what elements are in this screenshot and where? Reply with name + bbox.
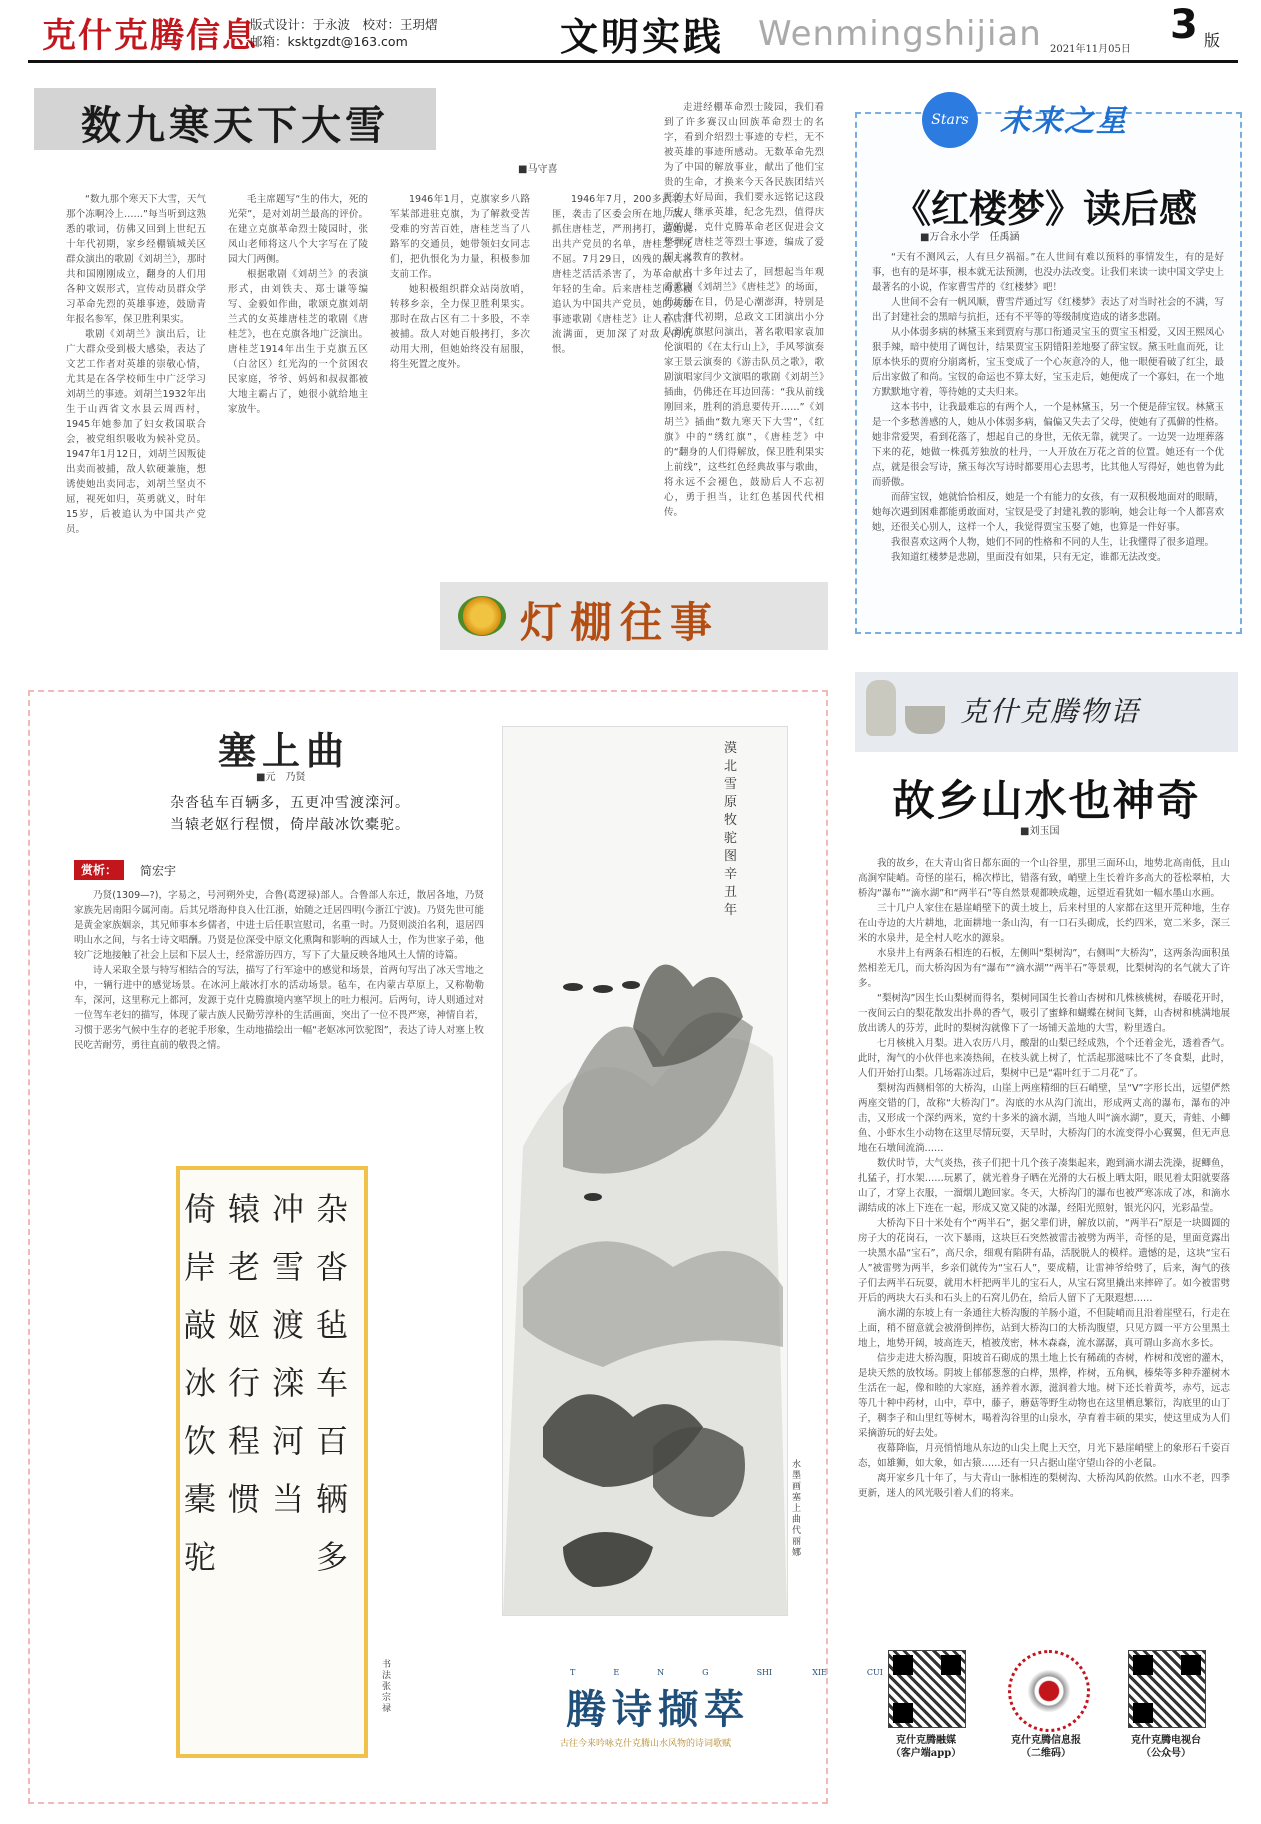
review-headline: 《红楼梦》读后感 [892,186,1197,231]
review-body [872,250,1224,620]
hometown-paragraph: 数伏时节，大气炎热，孩子们把十几个孩子凑集起来，跑到滴水湖去洗澡，捉鲫鱼，扎猛子，打水架……玩累了，就光着身子晒在光滑的大石板上晒太阳，眼见着太阳就要落山了，才穿上衣服，一溜烟儿跑回家。冬天，大桥沟门的瀑布也被严寒冻成了冰，和滴水湖结成的冰上下连在一起，形成又宽又陡的冰瀑，经阳光照射，银光闪闪，光彩晶莹。 [858,1158,1230,1214]
tsx-pinyin-part: SHI [756,1668,773,1677]
poem-line: 杂沓毡车百辆多，五更冲雪渡滦河。 [170,795,410,811]
calligraphy-credit: 书法 张宗禄 [382,1660,401,1714]
article-paragraph: “数九那个寒天下大雪，天气那个冻啊冷上……”每当听到这熟悉的歌词，仿佛又回到上世纪五十年代初期，家乡经棚镇城关区群众演出的歌剧《刘胡兰》，那时共和国刚刚成立，翻身的人们用各种文娱形式，宣传动员群众学习革命先烈的英雄事迹，鼓励青年报名参军，保卫胜利果实。 [66,194,206,325]
qr-caption [1106,1734,1226,1760]
qr-caption [986,1734,1106,1760]
poem-author: ■元 乃贤 [256,772,306,783]
lantern-banner-title: 灯棚往事 [520,598,721,647]
article-column-2 [228,192,368,647]
article-paragraph: 歌剧《刘胡兰》演出后，让广大群众受到极大感染，表达了文艺工作者对英雄的崇敬心情，尤其是在各学校师生中广泛学习刘胡兰的事迹。刘胡兰1932年出生于山西省文水县云周西村，1945年她参加了妇女救国联合会，被党组织吸收为候补党员。1947年1月12日，刘胡兰因叛徒出卖而被捕，敌人软硬兼施，想诱使她出卖同志，刘胡兰坚贞不屈，视死如归，英勇就义，时年15岁，后被追认为中国共产党员。 [66,329,206,535]
hometown-paragraph: 我的故乡，在大青山省日都东面的一个山谷里，那里三面环山，地势北高南低，且山高涧窄陡峭。奇怪的崖石，棉次栉比，错落有致，峭壁上生长着许多高大的苍松翠柏，大桥沟“瀑布”“滴水湖”和“两半石”等自然景观都映成趣，远望近看犹如一幅水墨山水画。 [858,858,1230,899]
article-byline: ■马守喜 [518,164,558,175]
calligraphy-column: 辕老妪行程惯 [227,1190,260,1518]
qr-caption-name: 克什克腾信息报 [1011,1735,1081,1746]
email-credit: 邮箱：ksktgzdt@163.com [250,34,408,49]
article-headline: 数九寒天下大雪 [81,102,389,149]
credits-block [250,16,438,50]
poem-title: 塞上曲 [218,728,351,773]
article-paragraph: 1946年7月，200多武装土匪，袭击了区委会所在地，敌人抓住唐桂芝，严刑拷打，逼她说出共产党员的名单，唐桂芝宁死不屈。7月29日，凶残的敌人将唐桂芝活活杀害了，为革命献出年轻的生命。后来唐桂芝同志被追认为中国共产党员，她的英雄事迹歌剧《唐桂芝》让人看后泪流满面，更加深了对敌人的仇恨。 [552,194,692,355]
article-column-5 [664,100,824,570]
article-column-1 [66,192,206,647]
article-column-3 [390,192,530,647]
qr-code-app[interactable] [888,1650,966,1728]
section-pinyin: Wenmingshijian [758,14,1042,54]
masthead-logo: 克什克腾信息 [42,16,258,56]
qr-caption-name: 克什克腾电视台 [1131,1735,1201,1746]
painting-inscription: 漠北雪原牧驼图 辛丑年 [724,741,738,918]
review-paragraph: 而薛宝钗，她就恰恰相反，她是一个有能力的女孩，有一双积极地面对的眼睛，她每次遇到困难都能勇敢面对，宝钗是受了封建礼教的影响，她会让每一个人都喜欢她，还很关心别人，这样一个人，我觉得贾宝玉娶了她，也算是一件好事。 [872,492,1224,533]
appreciation-tag: 赏析： [74,860,124,880]
qr-caption-type: （公众号） [1141,1748,1191,1759]
header-divider [28,60,1238,63]
article-paragraph: 1946年1月，克旗家乡八路军某部进驻克旗，为了解救受苦受难的穷苦百姓，唐桂芝当了八路军的交通员，她带领妇女同志们，把仇恨化为力量，积极参加支前工作。 [390,194,530,280]
qr-caption-type: （客户端app） [890,1748,962,1759]
article-paragraph: 毛主席题写“生的伟大，死的光荣”，是对刘胡兰最高的评价。在建立克旗革命烈士陵园时，张凤山老师将这八个大字写在了陵园大门两侧。 [228,194,368,265]
qr-code-tv[interactable] [1128,1650,1206,1728]
hometown-paragraph: 离开家乡几十年了，与大青山一脉相连的梨树沟、大桥沟风韵依然。山水不老，四季更新，迷人的风光吸引着人们的将来。 [858,1473,1230,1499]
qr-code-newspaper[interactable] [1008,1650,1090,1732]
poem-line: 当辕老妪行程惯，倚岸敲冰饮橐驼。 [170,817,410,833]
hometown-paragraph: 夜幕降临，月亮悄悄地从东边的山尖上爬上天空，月光下悬崖峭壁上的象形石千姿百态，如雄狮，如大象，如古猿……还有一只占据山崖守望山谷的小老鼠。 [858,1443,1230,1469]
review-paragraph: 从小体弱多病的林黛玉来到贾府与那口衔通灵宝玉的贾宝玉相爱，又因王熙凤心狠手辣，暗中使用了调包计，结果贾宝玉阴错阳差地娶了薛宝钗。黛玉吐血而死，让原本快乐的贾府分崩离析，宝玉变成了一个心灰意冷的人，他一眼便看破了红尘，最后出家做了和尚。宝钗的命运也不算太好，宝玉走后，她便成了一个寡妇，在一个地方默默地守着，等待她的丈夫归来。 [872,327,1224,398]
article-paragraph: 根据歌剧《刘胡兰》的表演形式，由刘铁夫、郑士谦等编写、金毅如作曲，歌颂克旗刘胡兰式的女英雄唐桂芝的歌剧《唐桂芝》，也在克旗各地广泛演出。唐桂芝1914年出生于克旗五区（白岔区）红光沟的一个贫困农民家庭，爷爷、妈妈和叔叔都被大地主霸占了，她很小就给地主家放牛。 [228,269,368,415]
qr-caption-name: 克什克腾融媒 [896,1735,956,1746]
tsx-column-title: 腾诗撷萃 [566,1686,750,1733]
review-paragraph: 这本书中，让我最难忘的有两个人，一个是林黛玉，另一个便是薛宝钗。林黛玉是一个多愁善感的人，她从小体弱多病，偏偏又失去了父母，使她有了孤僻的性格。她非常爱哭，看到花落了，想起自己的身世，无依无靠，就哭了。一边哭一边埋葬落下来的花，她做一株孤芳独放的杜丹，一人开放在万花之首的位置。她还有一个优点，就是很会写诗，黛玉每次写诗时都要用心去思考，比其他人写得好，她也曾为此而骄傲。 [872,402,1224,488]
tsx-pinyin-part: XIE [812,1668,827,1677]
review-paragraph: 我很喜欢这两个人物，她们不同的性格和不同的人生，让我懂得了很多道理。 [891,537,1215,548]
appreciation-paragraph: 诗人采取全景与特写相结合的写法，描写了行军途中的感觉和场景，首两句写出了冰天雪地之中，一辆行进中的感觉场景。在冰河上敲冰打水的活动场景。毡车，在内蒙古草原上，又称勒勒车，深河，这里称元上都河，发源于克什克腾旗境内塞罕坝上的吐力根河。后两句，诗人则通过对一位驾车老妇的描写，体现了蒙古族人民勤劳淳朴的生活画面，突出了一位不畏严寒，神情自若，习惯于恶劣气候中生存的老驼手形象，生动地描绘出一幅“老妪冰河饮驼图”，表达了诗人对塞上牧民吃苦耐劳，勇往直前的敬畏之情。 [74,965,484,1051]
design-credit: 版式设计：于永波 校对：王玥熠 [250,17,438,32]
publication-date: 2021年11月05日 [1050,44,1131,55]
tsx-pinyin-part: CUI [866,1668,883,1677]
article-paragraph: 走进经棚革命烈士陵园，我们看到了许多赛汉山回族革命烈士的名字，看到介绍烈士事迹的专栏，无不被英雄的事迹所感动。无数革命先烈为了中国的解放事业，献出了他们宝贵的生命，才换来今天各民族团结兴旺的大好局面，我们要永远铭记这段历史，继承英雄，纪念先烈，值得庆贺的是，克什克腾革命老区促进会文整理了唐桂芝等烈士事迹，编成了爱国主义教育的教材。 [664,102,824,263]
hometown-body [858,856,1230,1558]
lantern-icon [458,596,506,636]
tsx-pinyin [570,1668,883,1677]
hometown-paragraph: 大桥沟下日十米处有个“两半石”，据父辈们讲，解放以前，“两半石”原是一块圆圆的房子大的花岗石，一次下暴雨，这块巨石突然被雷击被劈为两半，奇怪的是，里面竟露出一块黑水晶“宝石”，高尺余，细观有陷阱有晶，活脱脱人的模样。遗憾的是，这块“宝石人”被雷劈为两半，乡亲们就传为“宝石人”，要成精，让雷神爷给劈了，后来，淘气的孩子们去两半石玩耍，就用木杆把两半儿的宝石人，从宝石窝里撬出来摔碎了。如今被雷劈开后的两块大石头和石头上的石窝儿仍在，给后人留下了无限遐想…… [858,1218,1230,1304]
hometown-paragraph: “梨树沟”因生长山梨树而得名，梨树同国生长着山杏树和几株核桃树，春暖花开时，一夜间云白的梨花散发出扑鼻的香气，吸引了蜜蜂和蝴蝶在树间飞舞，山杏树和桃满地展放出诱人的芬芳，此时的梨树沟就像下了一场铺天盖地的大雪，粉里透白。 [858,993,1230,1034]
calligraphy-column: 冲雪渡滦河当 [271,1190,304,1518]
ink-painting-artwork [503,727,787,1615]
article-paragraph: 六十多年过去了，回想起当年观看歌剧《刘胡兰》《唐桂芝》的场面，仍历历在目，仍是心潮澎湃，特别是六十年代初期，总政文工团演出小分队到克旗慰问演出，著名歌唱家袁加伦演唱的《在太行山上》，手风琴演奏家王景云演奏的《游击队员之歌》，歌剧演唱家闫少文演唱的歌剧《刘胡兰》插曲，仍佛还在耳边回荡：“我从前线刚回来，胜利的消息要传开……”《刘胡兰》插曲“数九寒天下大雪”，《红旗》中的“绣红旗”，《唐桂芝》中的“翻身的人们得解放，保卫胜利果实上前线”，这些红色经典故事与歌曲，将永远不会褪色，鼓励后人不忘初心，勇于担当，让红色基因代代相传。 [664,267,824,518]
calligraphy-column: 杂沓毡车百辆多 [315,1190,348,1576]
qr-caption-type: （二维码） [1021,1748,1071,1759]
appreciation-paragraph: 乃贤(1309—?)，字易之，号河朔外史，合鲁(葛逻禄)部人。合鲁部人东迁，散居各地，乃贤家族先居南阳今属河南。后其兄塔海仲良入仕江浙，始随之迁居四明(今浙江宁波)。乃贤先世可能是黄金家族姻亲，其兄师事本乡儒者，中进士后任职宣慰司，名重一时。乃贤则淡泊名利，退居四明山水之间，与名士诗文唱酬。乃贤是位深受中原文化熏陶和影响的西域人士，作为世家子弟，他较广泛地接触了社会上层和下层人士，经常游历四方，写下了大量反映各地风土人情的诗篇。 [74,890,484,961]
vase-icon [866,680,896,736]
hometown-paragraph: 三十几户人家住在悬崖峭壁下的黄土坡上，后来村里的人家都在这里开荒种地，生存在山寺边的大片耕地，北面耕地一条山沟，有一口石头砌成，长约四米，宽二米多，深三米的水泉井，是全村人吃水的源泉。 [858,903,1230,944]
review-paragraph: 我知道红楼梦是悲剧，里面没有如果，只有无定，谁都无法改变。 [891,552,1167,563]
hometown-paragraph: 七月核桃入月梨。进入农历八月，酸甜的山梨已经成熟，个个还着金光，透着香气。此时，淘气的小伙伴也来凑热闹，在枝头就上树了，忙活起那滋味比不了冬食梨，此时，人们开始打山梨。几场霜冻过后，梨树中已是“霜叶红于二月花”了。 [858,1038,1230,1079]
appreciation-body [74,888,484,1178]
tsx-subtitle: 古往今来吟咏克什克腾山水风物的诗词歌赋 [560,1739,732,1749]
ink-painting [502,726,788,1616]
hometown-author: ■刘玉国 [1020,826,1060,837]
tsx-pinyin-part: TENG [570,1668,747,1677]
appreciation-author: 简宏宇 [140,864,177,878]
star-badge-icon: Stars [922,92,978,148]
review-column-title: 未来之星 [1000,104,1128,139]
article-paragraph: 她积极组织群众站岗放哨，转移乡亲，全力保卫胜利果实。那时在敌占区有二十多股，不幸被捕。敌人对她百般拷打，多次动用大刑，但她始终没有屈服，将生死置之度外。 [390,284,530,370]
review-author: ■万合永小学 任禹涵 [920,232,1020,243]
qr-caption [866,1734,986,1760]
review-paragraph: 人世间不会有一帆风顺，曹雪芹通过写《红楼梦》表达了对当时社会的不满，写出了封建社会的黑暗与抗拒，还有不平等的等级制度造成的诸多悲剧。 [872,297,1224,323]
hometown-paragraph: 信步走进大桥沟腹，阳坡首石砌成的黑土地上长有稀疏的杏树，柞树和茂密的灌木，是块天然的放牧场。阴坡上郁郁葱葱的白桦，黑桦，柞树，五角枫，榛柴等多种乔灌树木生活在一起，像和睦的大家庭，涵养着水源，滋润着大地。树下还长着黄芩，赤芍，远志等几十种中药材，山中，草中，藤子，蘑菇等野生动物也在这里栖息繁衍，沟底里的山丁子，稠李子和山里红等树木，喝着沟谷里的山泉水，孕育着丰硕的果实，使这里成为人们采摘游玩的好去处。 [858,1353,1230,1439]
calligraphy-column: 倚岸敲冰饮橐驼 [183,1190,216,1576]
hometown-banner-title: 克什克腾物语 [960,695,1141,728]
hometown-paragraph: 水泉井上有两条石相连的石板，左侧叫“梨树沟”，右侧叫“大桥沟”，这两条沟面积虽然相差无几，而大桥沟因为有“瀑布”“滴水湖”“两半石”等景观，比梨树沟的名气就大了许多。 [858,948,1230,989]
section-title: 文明实践 [560,14,725,59]
hometown-paragraph: 梨树沟西侧相邻的大桥沟，山崖上两座精细的巨石峭壁，呈“V”字形长出，远望俨然两座交错的门，故称“大桥沟门”。沟底的水从沟门流出，形成两丈高的瀑布，瀑布的冲击，又形成一个深约两米，宽约十多米的滴水湖，当地人叫“滴水湖”，夏天，青蛙、小鲫鱼、小虾水生小动物在这里尽情玩耍，天旱时，大桥沟门的水流变得小心翼翼，但无声息地在石墩间流淌…… [858,1083,1230,1154]
bowl-icon [905,706,945,734]
painting-credit: 水墨画 塞上曲 代丽娜 [792,1460,811,1558]
page-unit: 版 [1204,31,1221,50]
review-paragraph: “天有不测风云，人有旦夕祸福。”在人世间有难以预料的事情发生，有的是好事，也有的是坏事，根本就无法预测，也没办法改变。让我们来读一读中国文学史上最著名的小说，作家曹雪芹的《红楼梦》吧！ [872,252,1224,293]
hometown-headline: 故乡山水也神奇 [892,776,1201,825]
hometown-paragraph: 滴水湖的东坡上有一条通往大桥沟腹的羊肠小道，不但陡峭而且沿着崖壁石，行走在上面，稍不留意就会被滑倒摔伤，站到大桥沟口的大桥沟腹望，只见方圆一平方公里黑土地上，地势开阔，坡高连天，植被茂密，林木森森，流水潺潺，真可谓山多高水多长。 [858,1308,1230,1349]
page-number: 3 [1170,2,1198,48]
